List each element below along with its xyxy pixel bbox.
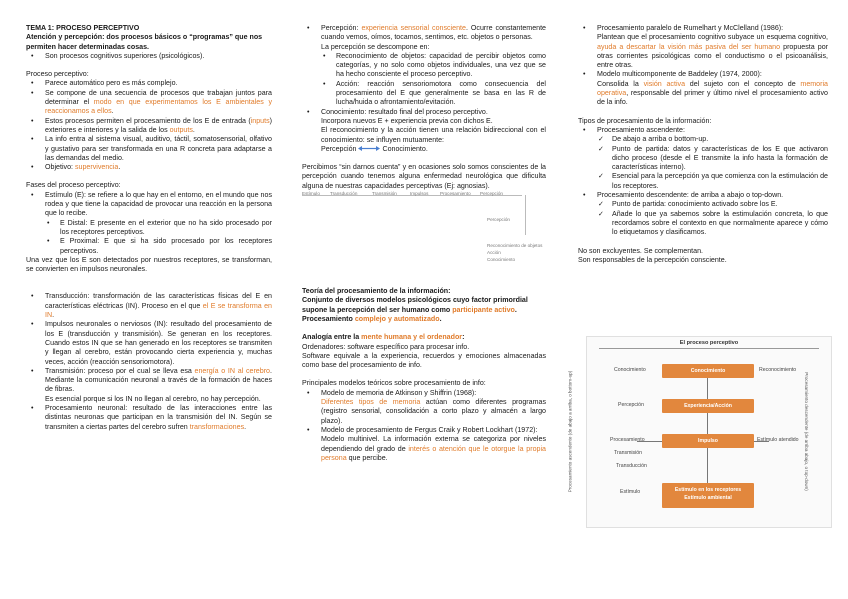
flow-label: Percepción bbox=[480, 191, 503, 197]
section-heading: Tipos de procesamiento de la información: bbox=[578, 116, 712, 125]
list-item: • Procesamiento ascendente: bbox=[578, 126, 828, 135]
flow-legend-item: Acción bbox=[487, 250, 501, 256]
diagram-label: Transmisión bbox=[614, 450, 643, 456]
column-right bbox=[578, 24, 828, 265]
flow-label: Percepción bbox=[487, 217, 510, 223]
paragraph: Una vez que los E son detectados por nuestros receptores, se transforman, se convierten en impulsos neuronales. bbox=[26, 255, 272, 274]
diagram-label: Estímulo bbox=[620, 489, 641, 495]
flow-label: Transducción bbox=[330, 191, 358, 197]
list-item: ✓ De abajo a arriba o bottom-up. bbox=[578, 135, 828, 144]
axis-label-left: Procesamiento ascendente (de abajo a arriba, o bottom-up) bbox=[567, 370, 573, 493]
paragraph: Software equivale a la experiencia, recuerdos y emociones almacenadas como base del procesamiento de info. bbox=[302, 351, 546, 370]
flow-legend-item: Conocimiento bbox=[487, 257, 516, 263]
list-item: • Se compone de una secuencia de procesos que trabajan juntos para determinar el modo en que experimentamos los E ambientales y reaccionamos a ellos. bbox=[26, 89, 272, 117]
list-item: • Procesamiento descendente: de arriba a abajo o top-down. bbox=[578, 191, 828, 200]
section-heading: Proceso perceptivo: bbox=[26, 70, 89, 79]
diagram-box: Impulso bbox=[662, 434, 754, 448]
flow-label: Transmisión bbox=[372, 191, 397, 197]
page-title: TEMA 1: PROCESO PERCEPTIVO bbox=[26, 24, 140, 32]
flow-label: Estímulo bbox=[302, 191, 320, 197]
list-item: ✓ Añade lo que ya sabemos sobre la estimulación concreta, lo que recordamos sobre el contexto en que normalmente aparece y cómo lo etiquetamos y clasificamos. bbox=[578, 210, 828, 238]
paragraph: Conjunto de diversos modelos psicológicos cuyo factor primordial supone la percepción del ser humano como participante activo. bbox=[302, 296, 528, 314]
diagram-label: Procesamiento bbox=[610, 437, 645, 443]
column-left bbox=[26, 24, 272, 432]
paragraph: No son excluyentes. Se complementan. bbox=[578, 246, 703, 255]
list-item: • Estímulo (E): se refiere a lo que hay en el entorno, en el mundo que nos rodea y que tiene la capacidad de provocar una reacción en la persona que lo recibe. bbox=[26, 191, 272, 219]
list-item: • Modelo multicomponente de Baddeley (1974, 2000): Consolida la visión activa del sujeto con el concepto de memoria operativa, responsable del primer y último nivel el procesamiento activo de la info. bbox=[578, 70, 828, 107]
list-item: • Objetivo: supervivencia. bbox=[26, 163, 272, 172]
list-item: • Modelo de memoria de Atkinson y Shiffrin (1968): Diferentes tipos de memoria actúan como diferentes programas (registro sensorial, consolidación a corto plazo y almacén a largo plazo). bbox=[302, 389, 546, 426]
list-item: • Estos procesos permiten el procesamiento de los E de entrada (inputs) exteriores e interiores y la salida de los outputs. bbox=[26, 117, 272, 136]
diagram-box: Estímulo en los receptores Estímulo ambiental bbox=[662, 483, 754, 508]
list-item: • Conocimiento: resultado final del proceso perceptivo. Incorpora nuevos E + experiencia previa con dichos E. El reconocimiento y la acción tienen una relación bidireccional con el conocimiento: se influyen mutuamente: Percepción Conocimiento. bbox=[302, 108, 546, 154]
list-item: • E Distal: E presente en el exterior que no ha sido procesado por los receptores perceptivos. bbox=[26, 219, 272, 238]
paragraph: Son responsables de la percepción consciente. bbox=[578, 255, 727, 264]
flow-legend-item: Reconocimiento de objetos bbox=[487, 243, 543, 249]
paragraph: Procesamiento complejo y automatizado. bbox=[302, 314, 442, 323]
list-item: • Modelo de procesamiento de Fergus Craik y Robert Lockhart (1972): Modelo multinivel. La información externa se categoriza por niveles dependiendo del grado de interés o atención que le otorgue la propia persona que percibe. bbox=[302, 426, 546, 463]
diagram-label: Transducción bbox=[616, 463, 647, 469]
axis-label-right: Procesamiento descendente (de arriba abajo, o top-down) bbox=[803, 372, 809, 491]
diagram-box: Experiencia/Acción bbox=[662, 399, 754, 413]
list-item: • E Proximal: E que si ha sido procesado por los receptores perceptivos. bbox=[26, 237, 272, 256]
diagram-label: Percepción bbox=[618, 402, 644, 408]
diagram-title: El proceso perceptivo bbox=[679, 340, 739, 346]
diagram-box: Conocimiento bbox=[662, 364, 754, 378]
column-middle bbox=[302, 24, 546, 463]
list-item: • Impulsos neuronales o nerviosos (IN): resultado del procesamiento de los E (transducción y transmisión). Se generan en los receptores. Cuando estos IN que se han generado en los receptores se transmiten y llegan al cerebro, están provocando cierta experiencia y, muchas veces, acción (reacción sensoriomotora). bbox=[26, 320, 272, 366]
list-item: ✓ Punto de partida: conocimiento activado sobre los E. bbox=[578, 200, 828, 209]
section-heading: Fases del proceso perceptivo: bbox=[26, 181, 121, 190]
list-item: • Procesamiento neuronal: resultado de las interacciones entre las distintas neuronas que participan en la transmisión del IN. Según se transmiten a ciertas partes del cerebro sufren transformaciones. bbox=[26, 404, 272, 432]
paragraph: Percibimos “sin darnos cuenta” y en ocasiones solo somos conscientes de la percepción cuando tenemos alguna enfermedad neurológica que dificulta alguna de nuestras capacidades perceptivas (Ej: agnosias). bbox=[302, 163, 546, 190]
list-item: • Parece automático pero es más complejo. bbox=[26, 79, 272, 88]
list-item: ✓ Punto de partida: datos y características de los E que activaron dicho proceso (desde el E transmite la info hasta la formación de características interno). bbox=[578, 145, 828, 173]
diagram-label: Estímulo atendido bbox=[757, 437, 799, 443]
paragraph: Ordenadores: software específico para procesar info. bbox=[302, 342, 470, 351]
flow-label: Procesamiento bbox=[440, 191, 471, 197]
list-item: • Transmisión: proceso por el cual se lleva esa energía o IN al cerebro. Mediante la comunicación neuronal a través de la formación de haces de fibras. Es esencial porque si los IN no llegan al cerebro, no hay percepción. bbox=[26, 367, 272, 404]
section-heading: Principales modelos teóricos sobre procesamiento de info: bbox=[302, 379, 486, 388]
intro-text: Atención y percepción: dos procesos básicos o “programas” que nos permiten hacer determinadas cosas. bbox=[26, 33, 263, 51]
list-item: ✓ Esencial para la percepción ya que comienza con la estimulación de los receptores. bbox=[578, 172, 828, 191]
paragraph: Analogía entre la mente humana y el ordenador: bbox=[302, 333, 465, 342]
list-item: • Procesamiento paralelo de Rumelhart y McClelland (1986): Plantean que el procesamiento cognitivo subyace un esquema cognitivo, ayuda a descartar la visión más pasiva del ser humano propuesta por otras corrientes psicológicas como el conductismo o el psicoanálisis, entre otras. bbox=[578, 24, 828, 70]
perceptual-process-diagram bbox=[567, 336, 832, 528]
list-item: • Transducción: transformación de las características físicas del E en características eléctricas (IN). Proceso en el que el E se transforma en IN. bbox=[26, 292, 272, 320]
list-item: • Reconocimiento de objetos: capacidad de percibir objetos como categorías, y no solo como objetos individuales, una vez que se ha hecho consciente el proceso perceptivo. bbox=[302, 52, 546, 80]
list-item: • La info entra al sistema visual, auditivo, táctil, somatosensorial, olfativo y gustativo para ser transformada en una R concreta para adaptarse a las demandas del medio. bbox=[26, 135, 272, 163]
list-item: • Acción: reacción sensoriomotora como consecuencia del procesamiento del E que generalmente se basa en las R de lucha/huida o afrontamiento/evitación. bbox=[302, 80, 546, 108]
bidirectional-arrow-icon bbox=[358, 145, 380, 152]
diagram-label: Reconocimiento bbox=[759, 367, 797, 373]
flow-label: Impulsos bbox=[410, 191, 429, 197]
flow-diagram bbox=[302, 191, 546, 287]
list-item: • Son procesos cognitivos superiores (psicológicos). bbox=[26, 52, 272, 61]
list-item: • Percepción: experiencia sensorial consciente. Ocurre constantemente cuando vemos, oímos, tocamos, sentimos, etc. objetos o personas. La percepción se descompone en: bbox=[302, 24, 546, 52]
diagram-label: Conocimiento bbox=[614, 367, 646, 373]
section-heading: Teoría del procesamiento de la información: bbox=[302, 287, 451, 296]
